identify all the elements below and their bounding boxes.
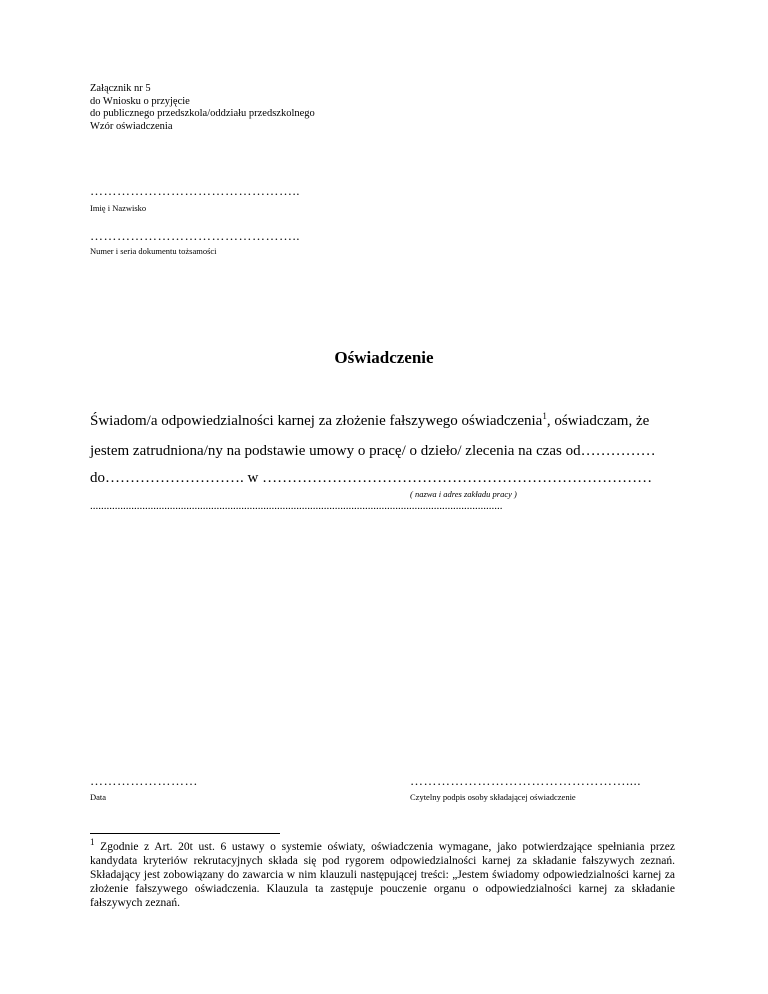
signature-dotted-line: ………………………………………….... [410, 773, 641, 788]
statement-text: Świadom/a odpowiedzialności karnej za złożenie fałszywego oświadczenia [90, 413, 543, 429]
footnote-rule [90, 833, 280, 834]
attachment-line: do Wniosku o przyjęcie [90, 95, 190, 107]
statement-line-1 [90, 413, 649, 430]
statement-line-2: jestem zatrudniona/ny na podstawie umowy o pracę/ o dzieło/ zlecenia na czas od…………… [90, 443, 656, 459]
page-title: Oświadczenie [334, 348, 434, 367]
id-dotted-line: ……………………………………….. [90, 228, 300, 243]
footnote [90, 837, 675, 910]
attachment-line: do publicznego przedszkola/oddziału przedszkolnego [90, 108, 315, 119]
name-dotted-line: ……………………………………….. [90, 183, 300, 198]
name-label: Imię i Nazwisko [90, 203, 147, 213]
signature-label: Czytelny podpis osoby składającej oświadczenie [410, 792, 576, 802]
workplace-hint: ( nazwa i adres zakładu pracy ) [410, 489, 517, 499]
statement-line-3: do………………………. w …………………………………………………………………… [90, 470, 653, 486]
id-label: Numer i seria dokumentu tożsamości [90, 246, 217, 256]
attachment-line: Wzór oświadczenia [90, 120, 173, 132]
date-dotted-line: …………………… [90, 773, 198, 788]
attachment-line: Załącznik nr 5 [90, 83, 151, 94]
date-label: Data [90, 792, 107, 802]
statement-line-4: ...................................................................................................................................................... [90, 500, 503, 512]
footnote-ref: 1 [542, 411, 547, 421]
attachment-header [90, 83, 315, 133]
statement-text: , oświadczam, że [546, 413, 650, 429]
footnote-marker: 1 [90, 837, 95, 848]
footnote-text: Zgodnie z Art. 20t ust. 6 ustawy o systemie oświaty, oświadczenia wymagane, jako potwierdzające spełniania przez kandydata kryteriów rekrutacyjnych składa się pod rygorem odpowiedzialności karnej za składanie fałszywych zeznań. Składający jest zobowiązany do zawarcia w nim klauzuli następującej treści: „Jestem świadomy odpowiedzialności karnej za złożenie fałszywego oświadczenia. Klauzula ta zastępuje pouczenie organu o odpowiedzialności karnej za składanie fałszywych zeznań. [90, 841, 675, 909]
